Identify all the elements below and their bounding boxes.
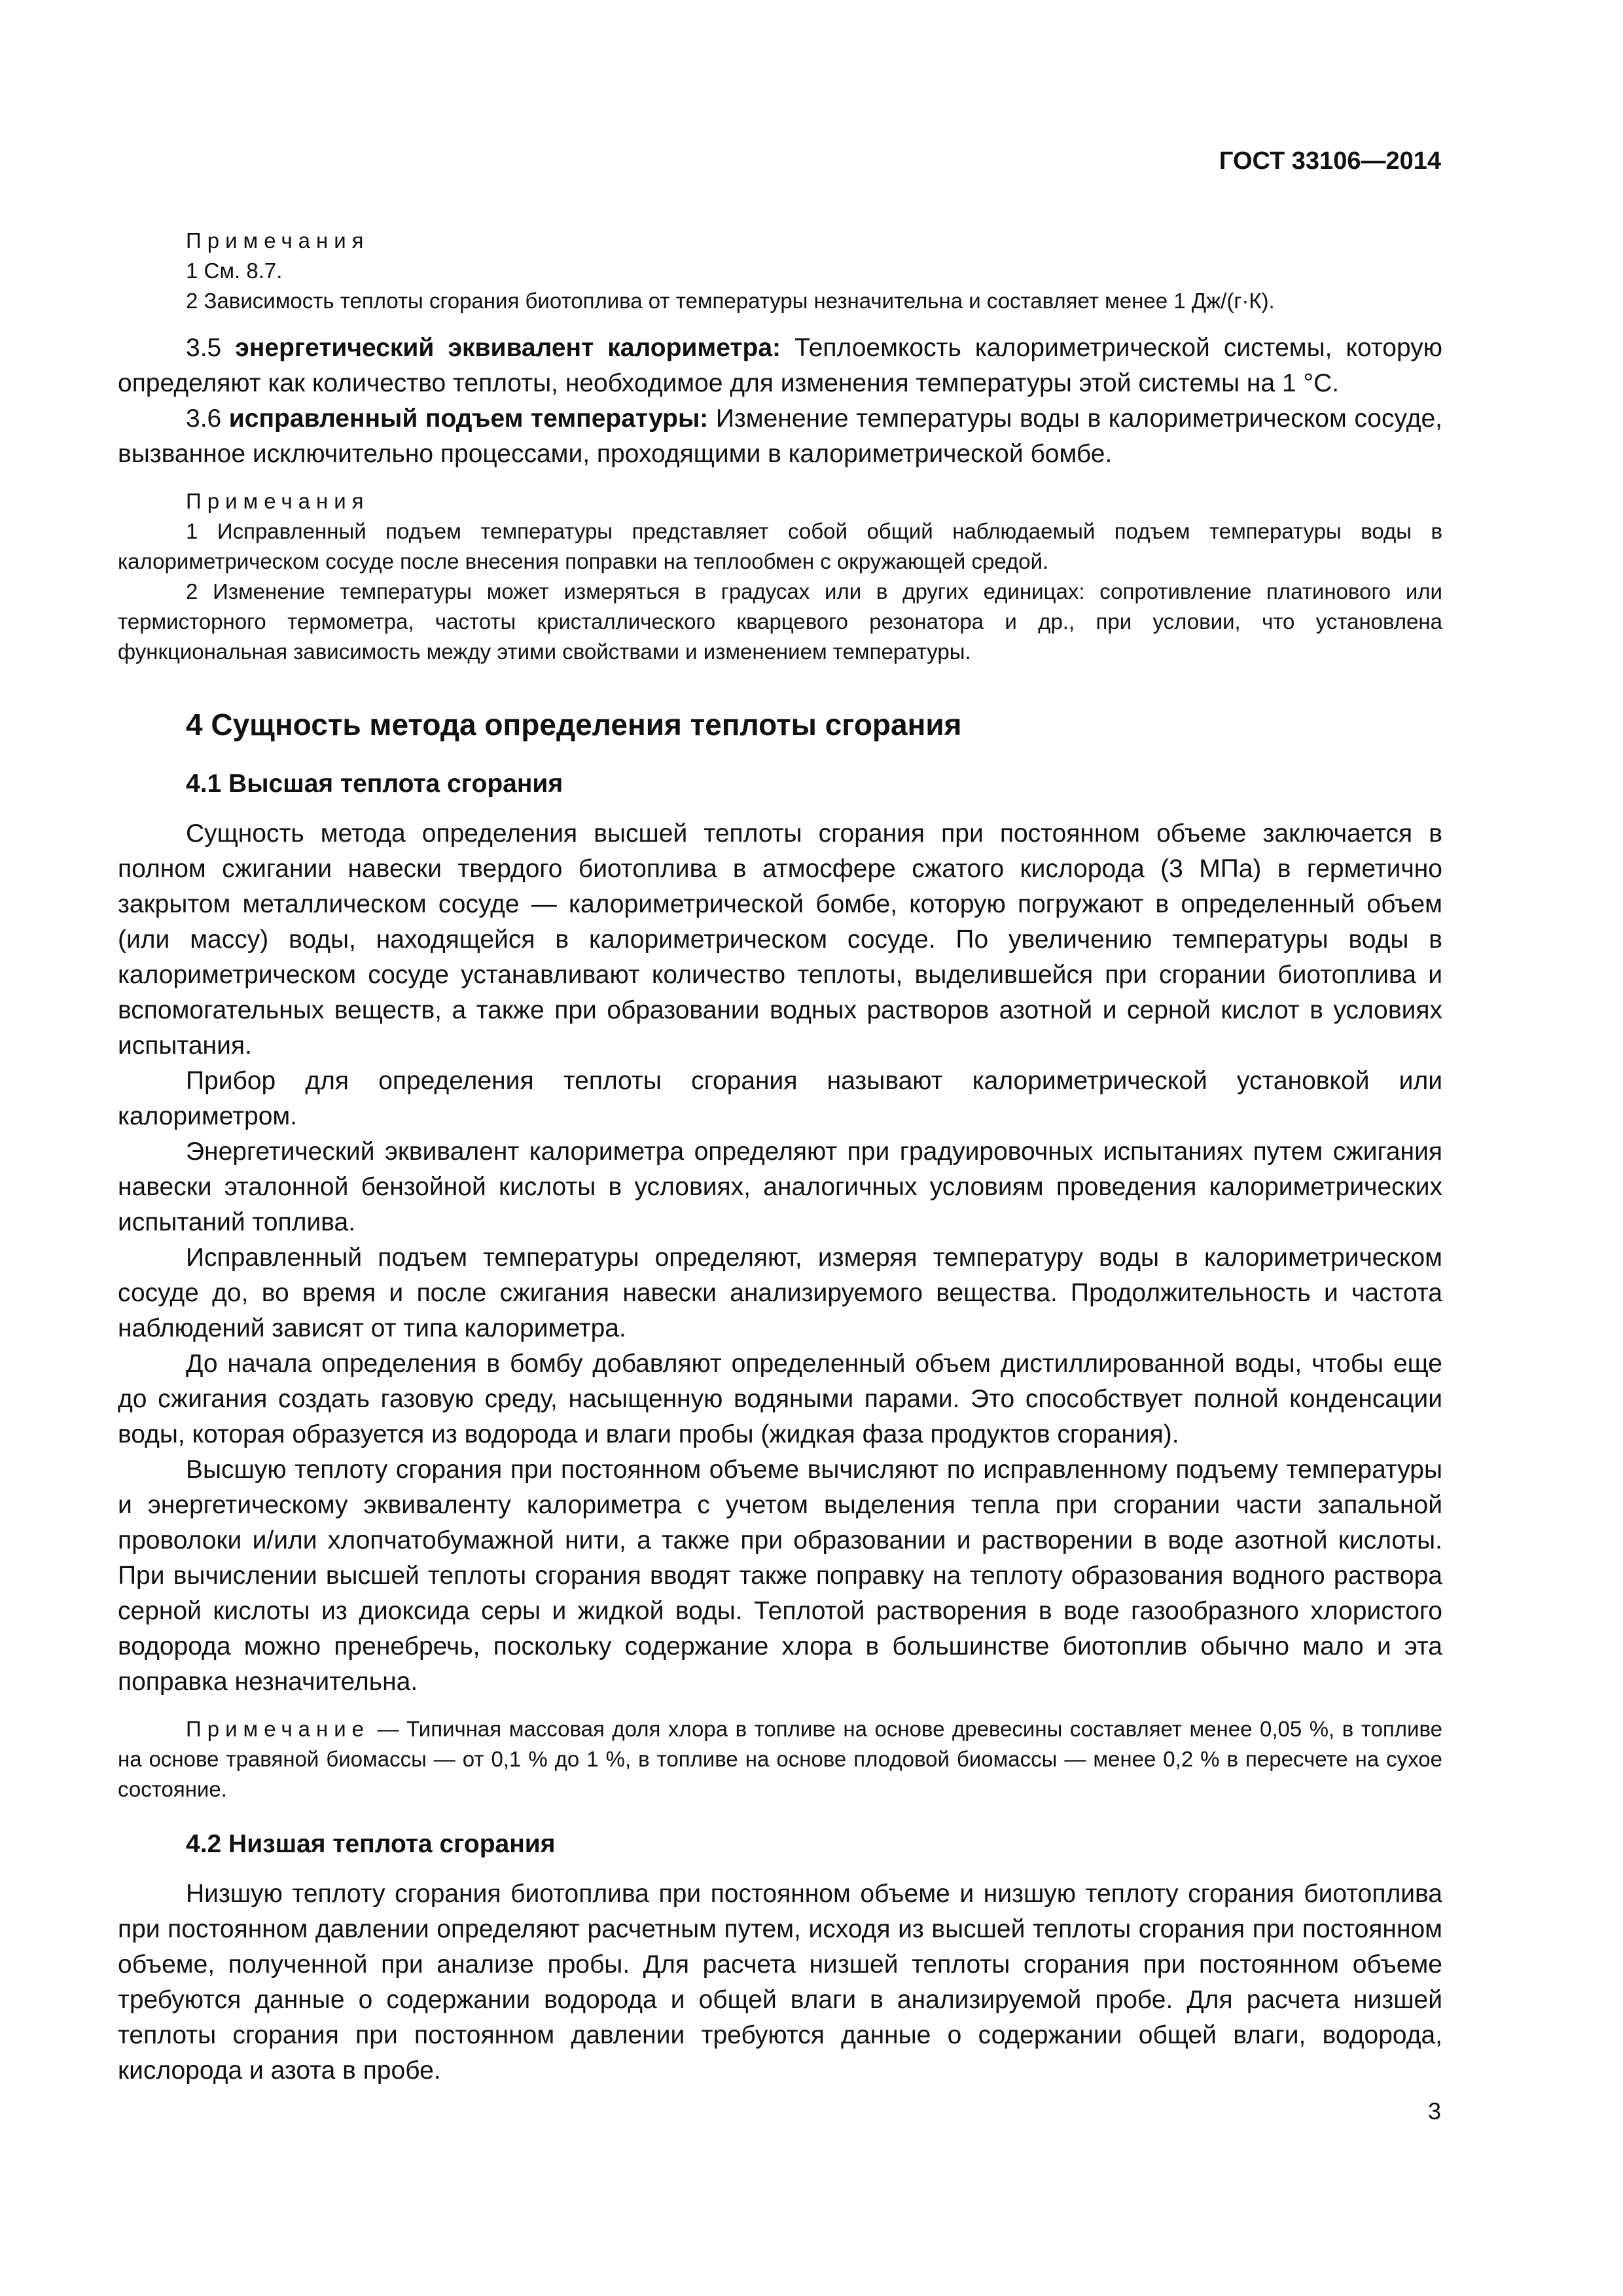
paragraph: До начала определения в бомбу добавляют определенный объем дистиллированной воды, чтобы еще до сжигания создать газовую среду, насыщенную водяными парами. Это способствует полной конденсации воды, которая образуется из водорода и влаги пробы (жидкая фаза продуктов сгорания). (118, 1350, 1442, 1448)
note-label: Примечание (186, 1717, 370, 1741)
term-name: исправленный подъем температуры: (228, 404, 709, 433)
term-name: энергетический эквивалент калориметра: (235, 334, 781, 362)
paragraph: Высшую теплоту сгорания при постоянном объеме вычисляют по исправленному подъему температуры и энергетическому эквиваленту калориметра с учетом выделения тепла при сгорании части запальной проволоки и/или хлопчатобумажной нити, а также при образовании и растворении в воде азотной кислоты. При вычислении высшей теплоты сгорания вводят также поправку на теплоту образования водного раствора серной кислоты из диоксида серы и жидкой воды. Теплотой растворения в воде газообразного хлористого водорода можно пренебречь, поскольку содержание хлора в большинстве биотоплив обычно мало и эта поправка незначительна. (118, 1456, 1442, 1696)
paragraph: Прибор для определения теплоты сгорания называют калориметрической установкой или калориметром. (118, 1067, 1442, 1130)
term-number: 3.5 (186, 334, 236, 362)
notes-title: Примечания (186, 489, 370, 513)
note-item: 1 См. 8.7. (186, 259, 283, 283)
subsection-4-2-heading: 4.2 Низшая теплота сгорания (186, 1830, 556, 1858)
subsection-4-2-body (118, 1876, 1442, 2089)
section-4-heading: 4 Сущность метода определения теплоты сгорания (186, 708, 962, 742)
paragraph: Низшую теплоту сгорания биотоплива при постоянном объеме и низшую теплоту сгорания биотоплива при постоянном давлении определяют расчетным путем, исходя из высшей теплоты сгорания при постоянном объеме, полученной при анализе пробы. Для расчета низшей теплоты сгорания при постоянном объеме требуются данные о содержании водорода и общей влаги в анализируемой пробе. Для расчета низшей теплоты сгорания при постоянном давлении требуются данные о содержании общей влаги, водорода, кислорода и азота в пробе. (118, 1880, 1442, 2085)
term-definition: Теплоемкость калориметрической системы, которую определяют как количество теплоты, необходимое для изменения температуры этой системы на 1 °С. (118, 334, 1442, 397)
term-3-5 (118, 331, 1442, 401)
note-text: — Типичная массовая доля хлора в топливе на основе древесины составляет менее 0,05 %, в топливе на основе травяной биомассы — от 0,1 % до 1 %, в топливе на основе плодовой биомассы — менее 0,2 % в пересчете на сухое состояние. (118, 1717, 1442, 1801)
paragraph: Энергетический эквивалент калориметра определяют при градуировочных испытаниях путем сжигания навески эталонной бензойной кислоты в условиях, аналогичных условиям проведения калориметрических испытаний топлива. (118, 1138, 1442, 1236)
page-number: 3 (1427, 2098, 1441, 2125)
page-content (118, 226, 1442, 2089)
subsection-4-1-body (118, 816, 1442, 1700)
paragraph: Исправленный подъем температуры определяют, измеряя температуру воды в калориметрическом сосуде до, во время и после сжигания навески анализируемого вещества. Продолжительность и частота наблюдений зависят от типа калориметра. (118, 1244, 1442, 1342)
notes-top (118, 226, 1442, 316)
term-number: 3.6 (186, 404, 229, 433)
note-item: 2 Зависимость теплоты сгорания биотоплива от температуры незначительна и составляет менее 1 Дж/(г·К). (186, 289, 1275, 313)
note-4-1 (118, 1714, 1442, 1804)
term-3-6 (118, 401, 1442, 472)
note-item: 2 Изменение температуры может измеряться в градусах или в других единицах: сопротивление платинового или термисторного термометра, частоты кристаллического кварцевого резонатора и др., при условии, что установлена функциональная зависимость между этими свойствами и изменением температуры. (118, 579, 1442, 664)
subsection-4-1-heading: 4.1 Высшая теплота сгорания (186, 770, 563, 798)
note-item: 1 Исправленный подъем температуры представляет собой общий наблюдаемый подъем температуры воды в калориметрическом сосуде после внесения поправки на теплообмен с окружающей средой. (118, 519, 1442, 573)
notes-title: Примечания (186, 228, 370, 253)
term-definition: Изменение температуры воды в калориметрическом сосуде, вызванное исключительно процессами, проходящими в калориметрической бомбе. (118, 404, 1442, 468)
notes-3-6 (118, 486, 1442, 667)
doc-code-header: ГОСТ 33106—2014 (1219, 147, 1441, 175)
paragraph: Сущность метода определения высшей теплоты сгорания при постоянном объеме заключается в полном сжигании навески твердого биотоплива в атмосфере сжатого кислорода (3 МПа) в герметично закрытом металлическом сосуде — калориметрической бомбе, которую погружают в определенный объем (или массу) воды, находящейся в калориметрическом сосуде. По увеличению температуры воды в калориметрическом сосуде устанавливают количество теплоты, выделившейся при сгорании биотоплива и вспомогательных веществ, а также при образовании водных растворов азотной и серной кислот в условиях испытания. (118, 819, 1442, 1060)
